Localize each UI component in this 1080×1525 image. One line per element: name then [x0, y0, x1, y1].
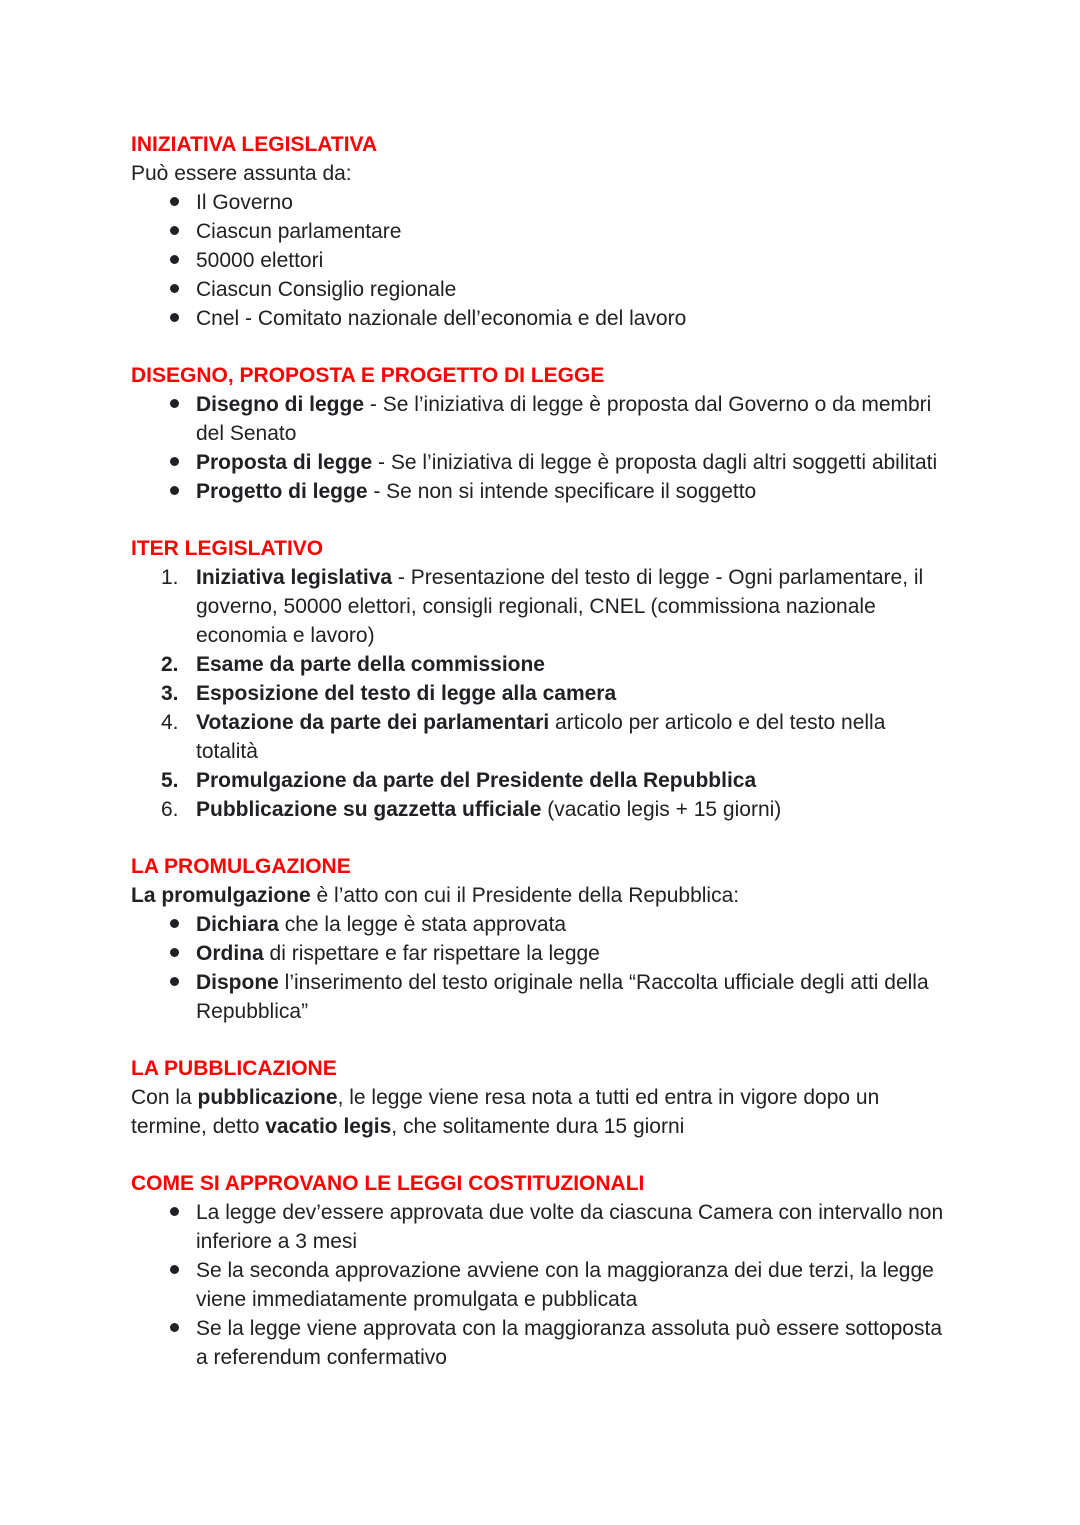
bullet-icon [166, 1256, 182, 1285]
heading-pubblicazione: LA PUBBLICAZIONE [131, 1057, 337, 1080]
bullet-icon [166, 1314, 182, 1343]
list-item: Proposta di legge - Se l’iniziativa di legge è proposta dagli altri soggetti abilitati [131, 448, 951, 477]
section-iter-legislativo [131, 534, 951, 824]
bullet-icon [166, 477, 182, 506]
list-item: Dispone l’inserimento del testo originale nella “Raccolta ufficiale degli atti della Repubblica” [131, 968, 951, 1026]
bullet-icon [166, 910, 182, 939]
iniziativa-list [131, 188, 951, 333]
list-number: 5. [161, 769, 179, 792]
bullet-icon [166, 1198, 182, 1227]
bullet-icon [166, 217, 182, 246]
promulgazione-list [131, 910, 951, 1026]
bullet-icon [166, 939, 182, 968]
iter-list [131, 563, 951, 824]
list-item: Ciascun parlamentare [131, 217, 951, 246]
heading-leggi-costituzionali: COME SI APPROVANO LE LEGGI COSTITUZIONALI [131, 1172, 645, 1195]
disegno-list [131, 390, 951, 506]
bullet-icon [166, 968, 182, 997]
list-number: 4. [161, 711, 179, 734]
promulgazione-intro: La promulgazione è l’atto con cui il Presidente della Repubblica: [131, 884, 740, 907]
list-item: 3. Esposizione del testo di legge alla camera [131, 679, 951, 708]
list-item: Dichiara che la legge è stata approvata [131, 910, 951, 939]
heading-iniziativa-legislativa: INIZIATIVA LEGISLATIVA [131, 133, 378, 156]
section-promulgazione [131, 852, 951, 1026]
heading-iter-legislativo: ITER LEGISLATIVO [131, 537, 324, 560]
section-iniziativa-legislativa [131, 130, 951, 333]
section-leggi-costituzionali [131, 1169, 951, 1372]
bullet-icon [166, 448, 182, 477]
list-item: La legge dev’essere approvata due volte da ciascuna Camera con intervallo non inferiore a 3 mesi [131, 1198, 951, 1256]
list-item: 4. Votazione da parte dei parlamentari articolo per articolo e del testo nella totalità [131, 708, 951, 766]
list-item: Progetto di legge - Se non si intende specificare il soggetto [131, 477, 951, 506]
list-item: 6. Pubblicazione su gazzetta ufficiale (vacatio legis + 15 giorni) [131, 795, 951, 824]
list-item: Ordina di rispettare e far rispettare la legge [131, 939, 951, 968]
bullet-icon [166, 246, 182, 275]
list-item: Ciascun Consiglio regionale [131, 275, 951, 304]
list-item: Se la seconda approvazione avviene con la maggioranza dei due terzi, la legge viene immediatamente promulgata e pubblicata [131, 1256, 951, 1314]
pubblicazione-paragraph: Con la pubblicazione, le legge viene resa nota a tutti ed entra in vigore dopo un termine, detto vacatio legis, che solitamente dura 15 giorni [131, 1086, 880, 1138]
list-item: 1. Iniziativa legislativa - Presentazione del testo di legge - Ogni parlamentare, il governo, 50000 elettori, consigli regionali, CNEL (commissiona nazionale economia e lavoro) [131, 563, 951, 650]
heading-disegno-proposta-progetto: DISEGNO, PROPOSTA E PROGETTO DI LEGGE [131, 364, 605, 387]
list-item: Se la legge viene approvata con la maggioranza assoluta può essere sottoposta a referendum confermativo [131, 1314, 951, 1372]
list-item: Disegno di legge - Se l’iniziativa di legge è proposta dal Governo o da membri del Senato [131, 390, 951, 448]
list-number: 1. [161, 566, 179, 589]
list-item: Cnel - Comitato nazionale dell’economia e del lavoro [131, 304, 951, 333]
bullet-icon [166, 275, 182, 304]
section-disegno-proposta-progetto [131, 361, 951, 506]
list-number: 2. [161, 653, 179, 676]
bullet-icon [166, 304, 182, 333]
heading-promulgazione: LA PROMULGAZIONE [131, 855, 351, 878]
bullet-icon [166, 188, 182, 217]
list-item: 5. Promulgazione da parte del Presidente della Repubblica [131, 766, 951, 795]
costituzionali-list [131, 1198, 951, 1372]
list-item: 50000 elettori [131, 246, 951, 275]
list-item: 2. Esame da parte della commissione [131, 650, 951, 679]
document-content [131, 130, 951, 1372]
iniziativa-intro: Può essere assunta da: [131, 162, 352, 185]
bullet-icon [166, 390, 182, 419]
list-item: Il Governo [131, 188, 951, 217]
list-number: 3. [161, 682, 179, 705]
section-pubblicazione [131, 1054, 951, 1141]
list-number: 6. [161, 798, 179, 821]
